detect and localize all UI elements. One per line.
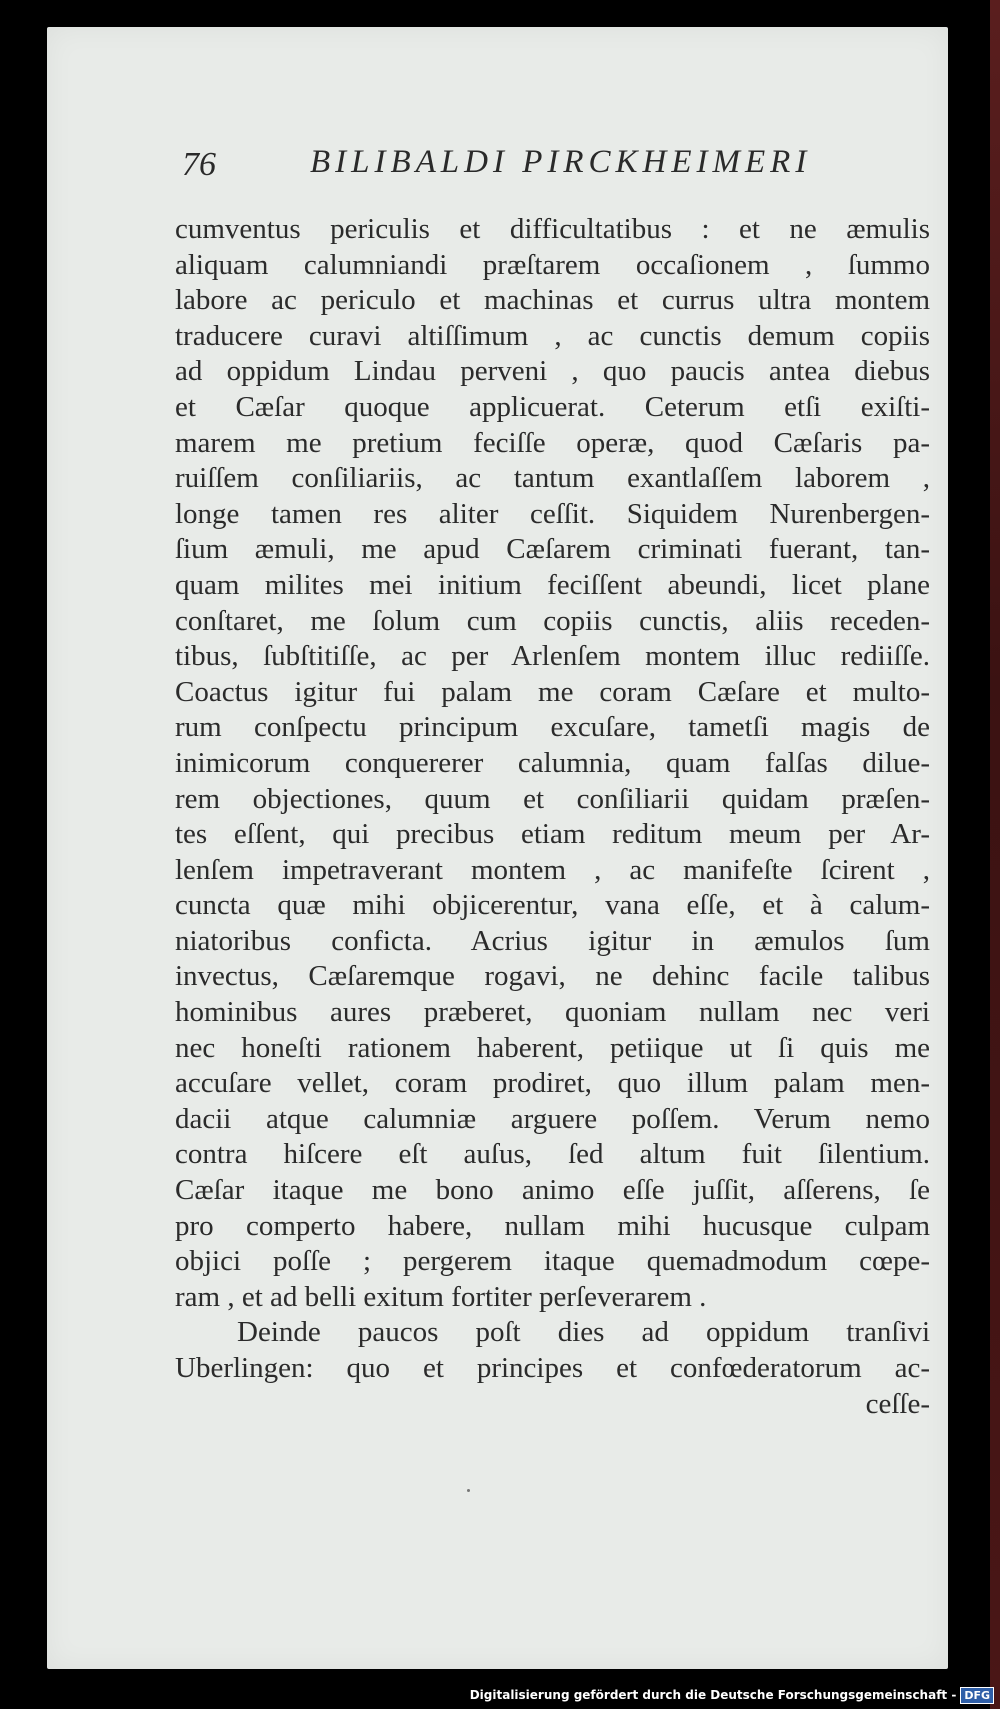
text-line: lenſem impetraverant montem , ac manifeſte ſcirent ,: [175, 853, 930, 886]
text-line: tes eſſent, qui precibus etiam reditum meum per Ar-: [175, 818, 930, 851]
text-line: rem objectiones, quum et conſiliarii quidam præſen-: [175, 782, 930, 815]
book-spine-edge: [990, 0, 1000, 1709]
text-line: ad oppidum Lindau perveni , quo paucis antea diebus: [175, 355, 930, 388]
page-number: 76: [182, 146, 216, 183]
body-text: [175, 212, 930, 1422]
text-line: ſium æmuli, me apud Cæſarem criminati fuerant, tan-: [175, 533, 930, 566]
text-line: ram , et ad belli exitum fortiter perſeverarem .: [175, 1280, 707, 1313]
text-line: quam milites mei initium feciſſent abeundi, licet plane: [175, 568, 930, 601]
text-line: ruiſſem conſiliariis, ac tantum exantlaſſem laborem ,: [175, 462, 930, 495]
dfg-logo-icon: DFG: [960, 1687, 994, 1704]
text-line: Cæſar itaque me bono animo eſſe juſſit, aſſerens, ſe: [175, 1174, 930, 1207]
catchword: ceſſe-: [865, 1387, 930, 1420]
ink-speck: [467, 1489, 470, 1492]
text-line: invectus, Cæſaremque rogavi, ne dehinc facile talibus: [175, 960, 930, 993]
text-line: cuncta quæ mihi objicerentur, vana eſſe, et à calum-: [175, 889, 930, 922]
footer-credit: Digitalisierung gefördert durch die Deutsche Forschungsgemeinschaft -: [469, 1688, 957, 1702]
text-line: traducere curavi altiſſimum , ac cunctis demum copiis: [175, 319, 930, 352]
text-line: marem me pretium feciſſe operæ, quod Cæſaris pa-: [175, 426, 930, 459]
text-line: Coactus igitur fui palam me coram Cæſare et multo-: [175, 675, 930, 708]
text-line: accuſare vellet, coram prodiret, quo illum palam men-: [175, 1067, 930, 1100]
text-line: rum conſpectu principum excuſare, tametſi magis de: [175, 711, 930, 744]
text-line: dacii atque calumniæ arguere poſſem. Verum nemo: [175, 1102, 930, 1135]
text-line: cumventus periculis et difficultatibus : et ne æmulis: [175, 213, 930, 245]
text-line: et Cæſar quoque applicuerat. Ceterum etſi exiſti-: [175, 390, 930, 423]
text-line: aliquam calumniandi præſtarem occaſionem , ſummo: [175, 248, 930, 281]
running-head: BILIBALDI PIRCKHEIMERI: [310, 144, 812, 180]
text-line: nec honeſti rationem haberent, petiique ut ſi quis me: [175, 1031, 930, 1064]
text-line: hominibus aures præberet, quoniam nullam nec veri: [175, 996, 930, 1029]
text-line: objici poſſe ; pergerem itaque quemadmodum cœpe-: [175, 1245, 930, 1278]
page-header: [182, 138, 862, 198]
text-line: tibus, ſubſtitiſſe, ac per Arlenſem montem illuc rediiſſe.: [175, 640, 930, 673]
text-line: inimicorum conquererer calumnia, quam falſas dilue-: [175, 746, 930, 779]
text-line: pro comperto habere, nullam mihi hucusque culpam: [175, 1209, 930, 1242]
text-line: labore ac periculo et machinas et currus ultra montem: [175, 284, 930, 317]
text-line: Deinde paucos poſt dies ad oppidum tranſivi: [237, 1316, 930, 1349]
text-line: conſtaret, me ſolum cum copiis cunctis, aliis receden-: [175, 604, 930, 637]
text-line: longe tamen res aliter ceſſit. Siquidem Nurenbergen-: [175, 497, 930, 530]
text-line: niatoribus conficta. Acrius igitur in æmulos ſum: [175, 924, 930, 957]
text-line: Uberlingen: quo et principes et confœderatorum ac-: [175, 1352, 930, 1384]
footer: [470, 1681, 1000, 1709]
text-line: contra hiſcere eſt auſus, ſed altum fuit ſilentium.: [175, 1138, 930, 1171]
